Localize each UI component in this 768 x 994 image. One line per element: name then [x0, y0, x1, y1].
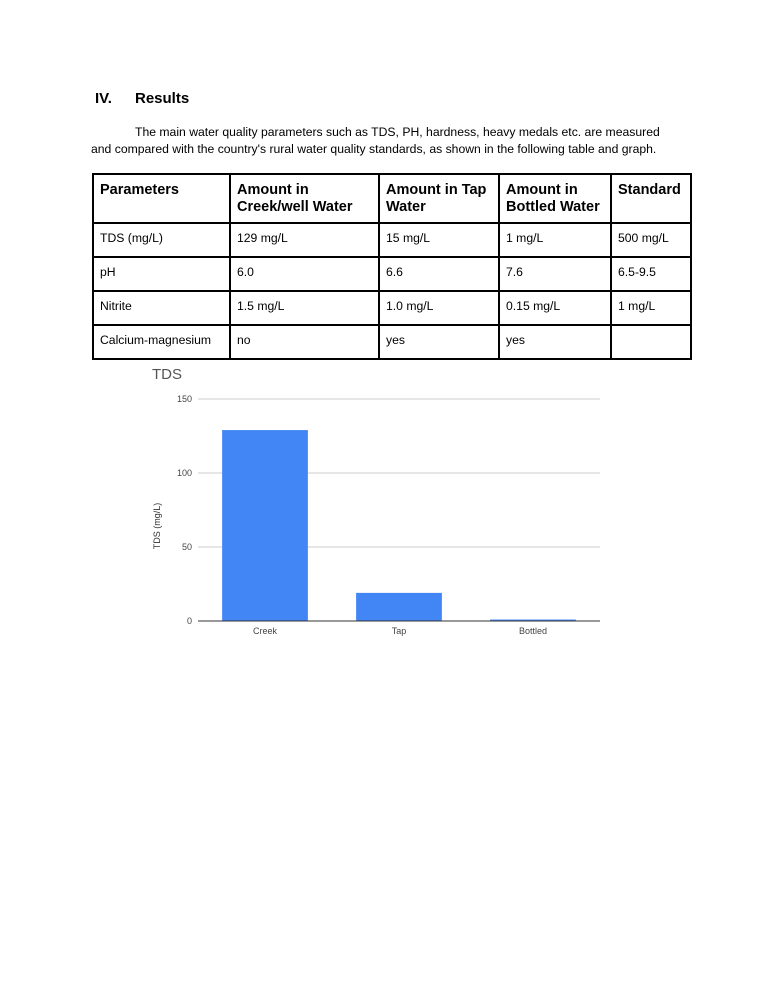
section-heading [95, 90, 189, 107]
table-cell: no [230, 325, 379, 359]
bar [222, 430, 308, 621]
table-cell: 7.6 [499, 257, 611, 291]
intro-line: The main water quality parameters such as TDS, PH, hardness, heavy medals etc. are measured [135, 125, 660, 139]
table-cell: 500 mg/L [611, 223, 691, 257]
table-row [93, 257, 691, 291]
y-tick-label: 150 [176, 394, 192, 404]
y-tick-label: 0 [186, 616, 192, 626]
table-cell [611, 325, 691, 359]
table-cell: Nitrite [93, 291, 230, 325]
table-cell: 1.0 mg/L [379, 291, 499, 325]
table-header-row [93, 174, 691, 223]
table-cell: 1 mg/L [499, 223, 611, 257]
table-cell: pH [93, 257, 230, 291]
tds-chart [140, 360, 620, 650]
table-cell: 1.5 mg/L [230, 291, 379, 325]
table-header-cell: Amount in Tap Water [379, 174, 499, 223]
section-title: Results [135, 90, 190, 107]
table-cell: 6.5-9.5 [611, 257, 691, 291]
table-header-cell: Standard [611, 174, 691, 223]
intro-line: and compared with the country's rural water quality standards, as shown in the following table and graph. [91, 142, 657, 156]
table-cell: 6.0 [230, 257, 379, 291]
intro-paragraph [91, 124, 683, 158]
table-header-cell: Parameters [93, 174, 230, 223]
bar [356, 593, 442, 621]
x-tick-label: Creek [252, 626, 278, 636]
table-header-cell: Amount in Creek/well Water [230, 174, 379, 223]
chart-title: TDS [152, 366, 182, 383]
y-tick-label: 50 [181, 542, 192, 552]
table-cell: TDS (mg/L) [93, 223, 230, 257]
chart-svg [140, 360, 620, 650]
results-table [92, 173, 692, 360]
x-tick-label: Tap [391, 626, 407, 636]
table-cell: 6.6 [379, 257, 499, 291]
table-row [93, 223, 691, 257]
table-cell: Calcium-magnesium [93, 325, 230, 359]
y-axis-label: TDS (mg/L) [152, 502, 162, 550]
y-tick-label: 100 [176, 468, 192, 478]
table-cell: yes [499, 325, 611, 359]
x-tick-label: Bottled [518, 626, 548, 636]
table-cell: 1 mg/L [611, 291, 691, 325]
table-cell: 15 mg/L [379, 223, 499, 257]
table-cell: 0.15 mg/L [499, 291, 611, 325]
table-cell: yes [379, 325, 499, 359]
table-row [93, 291, 691, 325]
table-header-cell: Amount in Bottled Water [499, 174, 611, 223]
table-row [93, 325, 691, 359]
section-number: IV. [95, 90, 112, 107]
table-cell: 129 mg/L [230, 223, 379, 257]
